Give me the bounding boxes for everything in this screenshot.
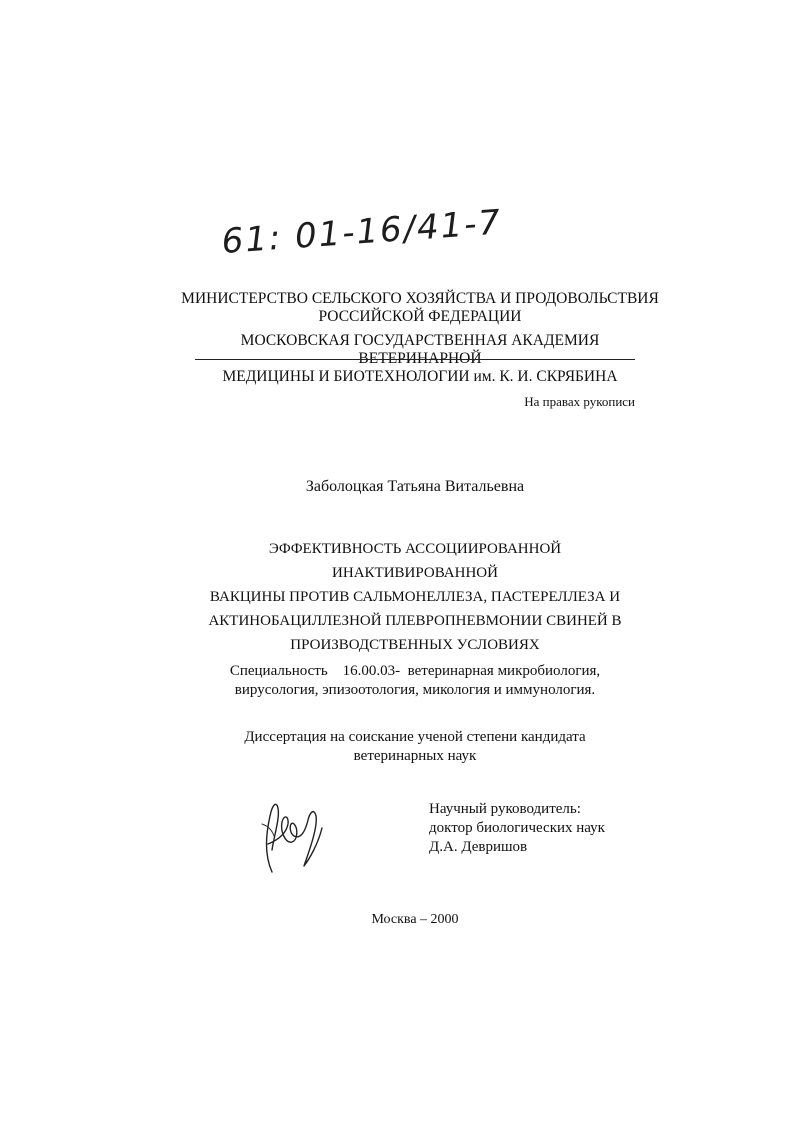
- organization-header: [180, 290, 660, 386]
- ministry-line-2: РОССИЙСКОЙ ФЕДЕРАЦИИ: [318, 308, 522, 325]
- degree-line-2: ветеринарных наук: [353, 748, 477, 764]
- title-line: АКТИНОБАЦИЛЛЕЗНОЙ ПЛЕВРОПНЕВМОНИИ СВИНЕЙ В: [208, 613, 622, 629]
- specialty-line-1: Специальность 16.00.03- ветеринарная микробиология,: [229, 663, 601, 679]
- degree-line-1: Диссертация на соискание ученой степени кандидата: [244, 729, 586, 745]
- handwritten-signature: [258, 784, 330, 880]
- supervisor-role: Научный руководитель:: [429, 801, 581, 817]
- dissertation-title: [190, 537, 640, 657]
- academy-line-2: МЕДИЦИНЫ И БИОТЕХНОЛОГИИ им. К. И. СКРЯБИНА: [222, 368, 618, 385]
- specialty-line-2: вирусология, эпизоотология, микология и иммунология.: [234, 682, 596, 698]
- title-line: ВАКЦИНЫ ПРОТИВ САЛЬМОНЕЛЛЕЗА, ПАСТЕРЕЛЛЕЗА И: [209, 589, 621, 605]
- supervisor-degree: доктор биологических наук: [429, 820, 605, 836]
- header-divider: [195, 359, 635, 360]
- author-name: Заболоцкая Татьяна Витальевна: [305, 478, 525, 495]
- specialty-block: [180, 662, 650, 700]
- rights-note: На правах рукописи: [524, 394, 635, 409]
- academy-line-1: МОСКОВСКАЯ ГОСУДАРСТВЕННАЯ АКАДЕМИЯ ВЕТЕРИНАРНОЙ: [240, 332, 600, 367]
- handwritten-registration-number: 61: 01-16/41-7: [220, 202, 504, 262]
- degree-statement: [190, 728, 640, 766]
- title-line: ПРОИЗВОДСТВЕННЫХ УСЛОВИЯХ: [290, 637, 540, 653]
- ministry-line-1: МИНИСТЕРСТВО СЕЛЬСКОГО ХОЗЯЙСТВА И ПРОДОВОЛЬСТВИЯ: [181, 290, 659, 307]
- supervisor-block: [429, 800, 689, 857]
- title-line: ЭФФЕКТИВНОСТЬ АССОЦИИРОВАННОЙ ИНАКТИВИРОВАННОЙ: [268, 541, 562, 581]
- city-year: Москва – 2000: [371, 912, 459, 927]
- supervisor-name: Д.А. Девришов: [429, 839, 528, 855]
